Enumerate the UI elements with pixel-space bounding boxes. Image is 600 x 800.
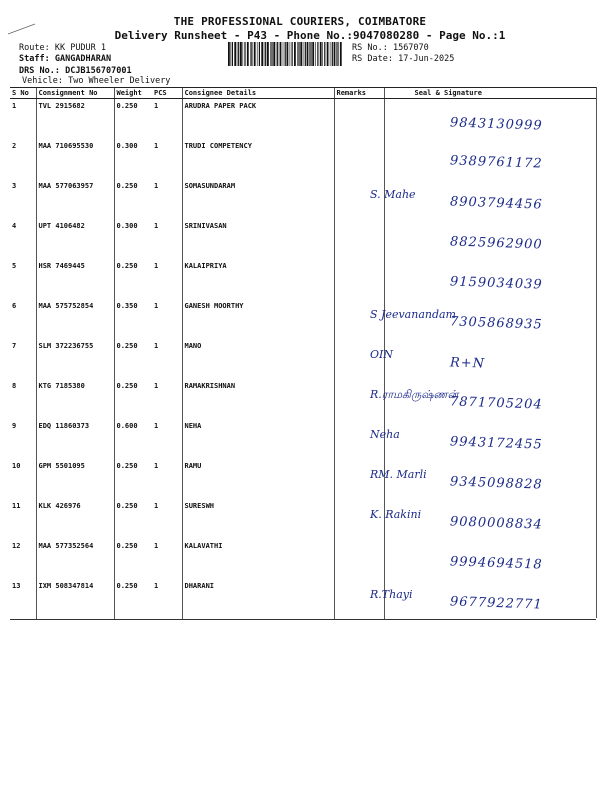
barcode — [228, 42, 344, 66]
barcode-bar — [250, 42, 251, 66]
rs-date-line — [352, 53, 454, 65]
document-title: THE PROFESSIONAL COURIERS, COIMBATORE — [173, 15, 427, 28]
barcode-bar — [305, 42, 306, 66]
pcs-cell: 1 — [154, 102, 159, 110]
sno-cell: 11 — [12, 502, 21, 510]
barcode-bar — [294, 42, 296, 66]
signature-phone: 7305868935 — [449, 314, 543, 333]
consignment-no-cell: SLM 372236755 — [36, 339, 114, 379]
col-header-sno: S No — [10, 88, 36, 99]
signature-phone: 9994694518 — [449, 554, 543, 573]
sno-cell: 4 — [12, 222, 17, 230]
sno-cell: 6 — [12, 302, 17, 310]
sno-cell: 2 — [12, 142, 17, 150]
weight-cell: 0.250 — [114, 579, 152, 620]
barcode-bar — [285, 42, 286, 66]
pcs-cell: 1 — [154, 262, 159, 270]
weight-cell: 0.250 — [114, 379, 152, 419]
consignment-no-cell: MAA 710695530 — [36, 139, 114, 179]
pcs-cell: 1 — [154, 502, 159, 510]
weight-cell: 0.300 — [114, 219, 152, 259]
consignment-no-cell: GPM 5501095 — [36, 459, 114, 499]
rs-date-label: RS Date: — [352, 54, 393, 64]
barcode-bar — [259, 42, 260, 66]
weight-cell: 0.250 — [114, 339, 152, 379]
barcode-bar — [270, 42, 271, 66]
handwritten-signature — [360, 264, 600, 304]
handwritten-signature — [360, 344, 600, 384]
staff-line — [19, 53, 111, 65]
barcode-bar — [228, 42, 230, 66]
route-label: Route: — [19, 43, 50, 53]
sno-cell: 7 — [12, 342, 17, 350]
weight-cell: 0.250 — [114, 459, 152, 499]
col-header-signature: Seal & Signature — [384, 88, 596, 99]
barcode-bar — [251, 42, 252, 66]
signature-name: K. Rakini — [370, 508, 422, 521]
consignment-no-cell: HSR 7469445 — [36, 259, 114, 299]
handwritten-signature — [360, 424, 600, 464]
sno-cell: 5 — [12, 262, 17, 270]
signature-phone: 9159034039 — [449, 274, 543, 293]
handwritten-signature — [360, 304, 600, 344]
barcode-bar — [300, 42, 302, 66]
weight-cell: 0.300 — [114, 139, 152, 179]
table-header-row — [10, 88, 596, 99]
col-header-weight: Weight — [114, 88, 152, 99]
consignee-cell: TRUDI COMPETENCY — [182, 139, 334, 179]
consignment-no-cell: MAA 575752854 — [36, 299, 114, 339]
drs-value: DCJB156707001 — [65, 66, 132, 76]
barcode-bar — [292, 42, 293, 66]
signature-phone: 9345098828 — [449, 474, 543, 493]
barcode-bar — [237, 42, 238, 66]
consignee-cell: SRINIVASAN — [182, 219, 334, 259]
handwritten-signature — [360, 143, 600, 183]
signature-phone: 9080008834 — [449, 514, 543, 533]
barcode-bar — [267, 42, 269, 66]
barcode-bar — [337, 42, 338, 66]
weight-cell: 0.250 — [114, 179, 152, 219]
signature-name: S. Mahe — [370, 188, 416, 201]
weight-cell: 0.350 — [114, 299, 152, 339]
sno-cell: 8 — [12, 382, 17, 390]
handwritten-signature — [360, 464, 600, 504]
barcode-bar — [261, 42, 263, 66]
staff-value: GANGADHARAN — [54, 54, 112, 64]
vehicle-value: Two Wheeler Delivery — [68, 76, 171, 86]
consignee-cell: SOMASUNDARAM — [182, 179, 334, 219]
signature-phone: R+N — [449, 355, 486, 372]
barcode-bar — [265, 42, 266, 66]
barcode-bar — [307, 42, 309, 66]
barcode-bar — [298, 42, 299, 66]
consignee-cell: MANO — [182, 339, 334, 379]
consignee-cell: NEHA — [182, 419, 334, 459]
consignee-cell: SURESWH — [182, 499, 334, 539]
barcode-bar — [273, 42, 275, 66]
consignment-no-cell: MAA 577352564 — [36, 539, 114, 579]
consignee-cell: KALAIPRIYA — [182, 259, 334, 299]
pcs-cell: 1 — [154, 462, 159, 470]
weight-cell: 0.250 — [114, 539, 152, 579]
col-header-remarks: Remarks — [334, 88, 384, 99]
weight-cell: 0.250 — [114, 259, 152, 299]
signature-name: R.ராமகிருஷ்ணன் — [370, 388, 459, 401]
handwritten-signature — [360, 584, 600, 624]
rs-date-value: 17-Jun-2025 — [398, 54, 455, 64]
barcode-bar — [276, 42, 277, 66]
barcode-bar — [309, 42, 310, 66]
pcs-cell: 1 — [154, 302, 159, 310]
col-header-consignment: Consignment No — [36, 88, 114, 99]
weight-cell: 0.250 — [114, 99, 152, 140]
barcode-bar — [283, 42, 284, 66]
handwritten-signature — [360, 504, 600, 544]
signature-phone: 9677922771 — [449, 594, 543, 613]
col-header-consignee: Consignee Details — [182, 88, 334, 99]
barcode-bar — [240, 42, 242, 66]
route-value: KK PUDUR 1 — [54, 43, 107, 53]
sno-cell: 13 — [10, 579, 36, 620]
consignee-cell: KALAVATHI — [182, 539, 334, 579]
consignment-no-cell: IXM 508347814 — [36, 579, 114, 620]
barcode-bar — [322, 42, 323, 66]
handwritten-signature — [360, 544, 600, 584]
barcode-bar — [315, 42, 316, 66]
barcode-bar — [324, 42, 325, 66]
signature-name: R.Thayi — [370, 588, 413, 601]
signature-phone: 9943172455 — [449, 434, 543, 453]
consignee-cell: RAMU — [182, 459, 334, 499]
barcode-bar — [287, 42, 289, 66]
barcode-bar — [234, 42, 236, 66]
barcode-bar — [340, 42, 342, 66]
weight-cell: 0.250 — [114, 499, 152, 539]
rs-no-value: 1567070 — [392, 43, 429, 53]
signature-name: OIN — [370, 348, 393, 361]
barcode-bar — [232, 42, 233, 66]
barcode-bar — [280, 42, 282, 66]
barcode-bar — [334, 42, 336, 66]
barcode-bar — [277, 42, 278, 66]
pcs-cell: 1 — [154, 142, 159, 150]
barcode-bar — [297, 42, 298, 66]
signature-name: Neha — [370, 428, 400, 441]
barcode-bar — [238, 42, 239, 66]
sno-cell: 9 — [12, 422, 17, 430]
pcs-cell: 1 — [154, 342, 159, 350]
pcs-cell: 1 — [154, 422, 159, 430]
barcode-bar — [332, 42, 333, 66]
sno-cell: 12 — [12, 542, 21, 550]
staff-label: Staff: — [19, 54, 50, 64]
signature-phone: 9843130999 — [449, 115, 543, 134]
barcode-bar — [243, 42, 244, 66]
vehicle-label: Vehicle: — [22, 76, 63, 86]
consignment-no-cell: UPT 4106482 — [36, 219, 114, 259]
barcode-bar — [271, 42, 272, 66]
signature-phone: 8825962900 — [449, 234, 543, 253]
pcs-cell: 1 — [154, 542, 159, 550]
signature-name: S Jeevanandam — [370, 308, 456, 321]
consignee-cell: RAMAKRISHNAN — [182, 379, 334, 419]
barcode-bar — [247, 42, 249, 66]
consignment-no-cell: TVL 2915682 — [36, 99, 114, 140]
document-subtitle: Delivery Runsheet - P43 - Phone No.:9047080280 - Page No.:1 — [114, 29, 506, 42]
sno-cell: 3 — [12, 182, 17, 190]
signature-phone: 9389761172 — [449, 153, 543, 172]
handwritten-signature — [360, 105, 600, 145]
barcode-bar — [310, 42, 311, 66]
drs-label: DRS No.: — [19, 66, 60, 76]
barcode-bar — [244, 42, 245, 66]
barcode-bar — [312, 42, 314, 66]
handwritten-signature — [360, 384, 600, 424]
signature-phone: 7871705204 — [449, 394, 543, 413]
vehicle-line — [22, 75, 170, 87]
barcode-bar — [336, 42, 337, 66]
consignee-cell: GANESH MOORTHY — [182, 299, 334, 339]
signature-name: RM. Marli — [370, 468, 427, 481]
barcode-bar — [257, 42, 258, 66]
barcode-bar — [317, 42, 318, 66]
rs-no-label: RS No.: — [352, 43, 388, 53]
pcs-cell: 1 — [152, 579, 182, 620]
sno-cell: 10 — [12, 462, 21, 470]
consignee-cell: DHARANI — [182, 579, 334, 620]
barcode-bar — [231, 42, 232, 66]
handwritten-signature — [360, 184, 600, 224]
barcode-bar — [330, 42, 331, 66]
consignee-cell: ARUDRA PAPER PACK — [182, 99, 334, 140]
handwritten-signature — [360, 224, 600, 264]
col-header-pcs: PCS — [152, 88, 182, 99]
barcode-bar — [254, 42, 256, 66]
barcode-bar — [264, 42, 265, 66]
pcs-cell: 1 — [154, 182, 159, 190]
barcode-bar — [320, 42, 322, 66]
sno-cell: 1 — [12, 102, 17, 110]
consignment-no-cell: KLK 426976 — [36, 499, 114, 539]
barcode-bar — [327, 42, 329, 66]
barcode-bar — [303, 42, 304, 66]
consignment-no-cell: KTG 7185380 — [36, 379, 114, 419]
weight-cell: 0.600 — [114, 419, 152, 459]
consignment-no-cell: EDQ 11860373 — [36, 419, 114, 459]
barcode-bar — [290, 42, 291, 66]
pcs-cell: 1 — [154, 382, 159, 390]
consignment-no-cell: MAA 577063957 — [36, 179, 114, 219]
pcs-cell: 1 — [154, 222, 159, 230]
signature-phone: 8903794456 — [449, 194, 543, 213]
